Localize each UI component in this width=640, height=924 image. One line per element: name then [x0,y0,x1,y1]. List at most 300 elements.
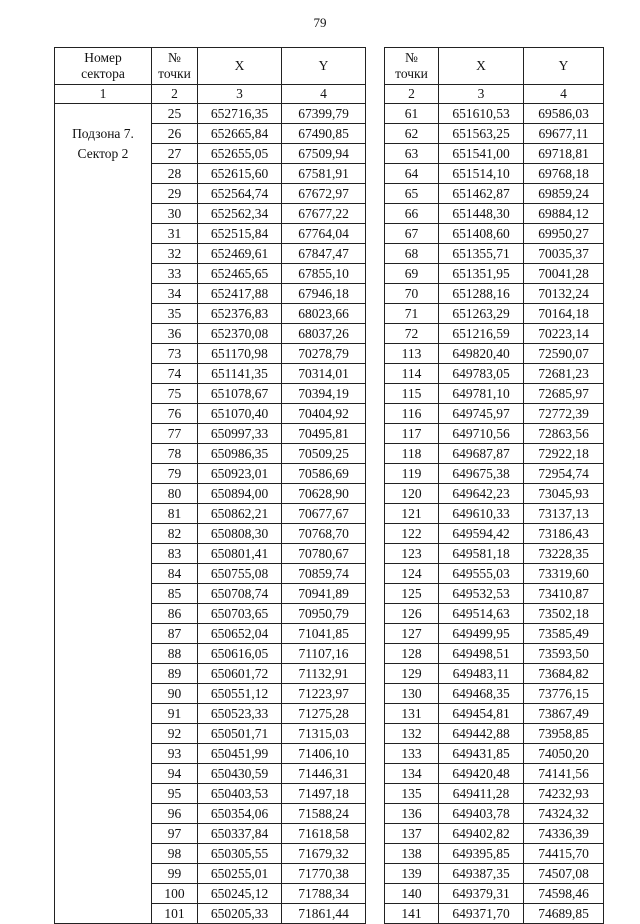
point-number-cell: 35 [152,304,198,324]
x-coordinate-cell: 650255,01 [198,864,282,884]
x-coordinate-cell: 652655,05 [198,144,282,164]
point-number-cell: 66 [385,204,439,224]
point-number-cell: 116 [385,404,439,424]
table-row [385,404,604,424]
y-coordinate-cell: 69768,18 [524,164,604,184]
point-number-cell: 27 [152,144,198,164]
y-coordinate-cell: 73045,93 [524,484,604,504]
y-coordinate-cell: 71679,32 [282,844,366,864]
x-coordinate-cell: 649442,88 [439,724,524,744]
table-row [385,384,604,404]
table-row [385,804,604,824]
x-coordinate-cell: 650601,72 [198,664,282,684]
header-point: № точки [385,48,439,85]
x-coordinate-cell: 649820,40 [439,344,524,364]
table-row [385,144,604,164]
table-row [385,284,604,304]
y-coordinate-cell: 74336,39 [524,824,604,844]
point-number-cell: 128 [385,644,439,664]
point-number-cell: 62 [385,124,439,144]
point-number-cell: 73 [152,344,198,364]
x-coordinate-cell: 649498,51 [439,644,524,664]
point-number-cell: 117 [385,424,439,444]
point-number-cell: 32 [152,244,198,264]
y-coordinate-cell: 70132,24 [524,284,604,304]
y-coordinate-cell: 73585,49 [524,624,604,644]
x-coordinate-cell: 650451,99 [198,744,282,764]
y-coordinate-cell: 69677,11 [524,124,604,144]
y-coordinate-cell: 70586,69 [282,464,366,484]
x-coordinate-cell: 650703,65 [198,604,282,624]
x-coordinate-cell: 652564,74 [198,184,282,204]
x-coordinate-cell: 650997,33 [198,424,282,444]
y-coordinate-cell: 70509,25 [282,444,366,464]
numbering-cell: 2 [385,85,439,104]
x-coordinate-cell: 651563,25 [439,124,524,144]
y-coordinate-cell: 74050,20 [524,744,604,764]
numbering-cell: 4 [282,85,366,104]
y-coordinate-cell: 70628,90 [282,484,366,504]
point-number-cell: 123 [385,544,439,564]
numbering-cell: 1 [55,85,152,104]
point-number-cell: 96 [152,804,198,824]
x-coordinate-cell: 651263,29 [439,304,524,324]
y-coordinate-cell: 69884,12 [524,204,604,224]
header-point: № точки [152,48,198,85]
y-coordinate-cell: 69718,81 [524,144,604,164]
point-number-cell: 74 [152,364,198,384]
x-coordinate-cell: 651462,87 [439,184,524,204]
x-coordinate-cell: 649710,56 [439,424,524,444]
x-coordinate-cell: 650523,33 [198,704,282,724]
numbering-row [385,85,604,104]
point-number-cell: 65 [385,184,439,204]
x-coordinate-cell: 649642,23 [439,484,524,504]
y-coordinate-cell: 71107,16 [282,644,366,664]
point-number-cell: 77 [152,424,198,444]
y-coordinate-cell: 70164,18 [524,304,604,324]
y-coordinate-cell: 74141,56 [524,764,604,784]
x-coordinate-cell: 650205,33 [198,904,282,924]
y-coordinate-cell: 74324,32 [524,804,604,824]
point-number-cell: 89 [152,664,198,684]
x-coordinate-cell: 651514,10 [439,164,524,184]
point-number-cell: 127 [385,624,439,644]
x-coordinate-cell: 652417,88 [198,284,282,304]
point-number-cell: 131 [385,704,439,724]
x-coordinate-cell: 649402,82 [439,824,524,844]
point-number-cell: 137 [385,824,439,844]
numbering-row [55,85,366,104]
point-number-cell: 97 [152,824,198,844]
x-coordinate-cell: 651216,59 [439,324,524,344]
y-coordinate-cell: 71788,34 [282,884,366,904]
y-coordinate-cell: 67672,97 [282,184,366,204]
x-coordinate-cell: 649411,28 [439,784,524,804]
point-number-cell: 31 [152,224,198,244]
numbering-cell: 3 [439,85,524,104]
x-coordinate-cell: 649454,81 [439,704,524,724]
table-row [385,764,604,784]
point-number-cell: 28 [152,164,198,184]
y-coordinate-cell: 74232,93 [524,784,604,804]
table-row [385,464,604,484]
x-coordinate-cell: 649610,33 [439,504,524,524]
y-coordinate-cell: 67581,91 [282,164,366,184]
y-coordinate-cell: 67847,47 [282,244,366,264]
x-coordinate-cell: 652469,61 [198,244,282,264]
point-number-cell: 98 [152,844,198,864]
y-coordinate-cell: 71861,44 [282,904,366,924]
y-coordinate-cell: 70950,79 [282,604,366,624]
point-number-cell: 81 [152,504,198,524]
point-number-cell: 64 [385,164,439,184]
point-number-cell: 78 [152,444,198,464]
y-coordinate-cell: 71041,85 [282,624,366,644]
header-x: X [439,48,524,85]
point-number-cell: 100 [152,884,198,904]
point-number-cell: 135 [385,784,439,804]
table-row [385,524,604,544]
point-number-cell: 125 [385,584,439,604]
table-row [385,444,604,464]
x-coordinate-cell: 650923,01 [198,464,282,484]
point-number-cell: 124 [385,564,439,584]
sector-label: Подзона 7. Сектор 2 [55,104,152,924]
numbering-cell: 3 [198,85,282,104]
point-number-cell: 140 [385,884,439,904]
y-coordinate-cell: 70041,28 [524,264,604,284]
x-coordinate-cell: 649781,10 [439,384,524,404]
y-coordinate-cell: 72681,23 [524,364,604,384]
y-coordinate-cell: 69859,24 [524,184,604,204]
point-number-cell: 79 [152,464,198,484]
point-number-cell: 121 [385,504,439,524]
table-row [385,424,604,444]
y-coordinate-cell: 72922,18 [524,444,604,464]
point-number-cell: 90 [152,684,198,704]
point-number-cell: 67 [385,224,439,244]
point-number-cell: 91 [152,704,198,724]
x-coordinate-cell: 649371,70 [439,904,524,924]
x-coordinate-cell: 650354,06 [198,804,282,824]
table-row [385,684,604,704]
x-coordinate-cell: 652716,35 [198,104,282,124]
point-number-cell: 36 [152,324,198,344]
point-number-cell: 30 [152,204,198,224]
y-coordinate-cell: 69586,03 [524,104,604,124]
x-coordinate-cell: 649745,97 [439,404,524,424]
x-coordinate-cell: 650616,05 [198,644,282,664]
x-coordinate-cell: 649387,35 [439,864,524,884]
header-y: Y [524,48,604,85]
table-row [385,624,604,644]
x-coordinate-cell: 651288,16 [439,284,524,304]
y-coordinate-cell: 71406,10 [282,744,366,764]
point-number-cell: 136 [385,804,439,824]
point-number-cell: 93 [152,744,198,764]
y-coordinate-cell: 70677,67 [282,504,366,524]
x-coordinate-cell: 651170,98 [198,344,282,364]
x-coordinate-cell: 650430,59 [198,764,282,784]
y-coordinate-cell: 71446,31 [282,764,366,784]
y-coordinate-cell: 68023,66 [282,304,366,324]
y-coordinate-cell: 71132,91 [282,664,366,684]
point-number-cell: 119 [385,464,439,484]
point-number-cell: 133 [385,744,439,764]
y-coordinate-cell: 72772,39 [524,404,604,424]
header-row [385,48,604,85]
point-number-cell: 99 [152,864,198,884]
point-number-cell: 69 [385,264,439,284]
table-row [385,484,604,504]
y-coordinate-cell: 70780,67 [282,544,366,564]
point-number-cell: 88 [152,644,198,664]
y-coordinate-cell: 67677,22 [282,204,366,224]
page-number: 79 [313,15,327,30]
x-coordinate-cell: 650862,21 [198,504,282,524]
y-coordinate-cell: 72954,74 [524,464,604,484]
x-coordinate-cell: 652562,34 [198,204,282,224]
y-coordinate-cell: 70495,81 [282,424,366,444]
x-coordinate-cell: 651351,95 [439,264,524,284]
point-number-cell: 134 [385,764,439,784]
y-coordinate-cell: 70314,01 [282,364,366,384]
x-coordinate-cell: 651141,35 [198,364,282,384]
point-number-cell: 76 [152,404,198,424]
y-coordinate-cell: 74507,08 [524,864,604,884]
y-coordinate-cell: 70394,19 [282,384,366,404]
x-coordinate-cell: 649468,35 [439,684,524,704]
table-row [385,864,604,884]
header-sector: Номер сектора [55,48,152,85]
table-row [385,664,604,684]
y-coordinate-cell: 70859,74 [282,564,366,584]
table-row [385,124,604,144]
point-number-cell: 118 [385,444,439,464]
x-coordinate-cell: 649395,85 [439,844,524,864]
table-row [385,824,604,844]
point-number-cell: 86 [152,604,198,624]
header-row [55,48,366,85]
header-y: Y [282,48,366,85]
x-coordinate-cell: 652515,84 [198,224,282,244]
point-number-cell: 72 [385,324,439,344]
y-coordinate-cell: 73228,35 [524,544,604,564]
point-number-cell: 29 [152,184,198,204]
x-coordinate-cell: 649594,42 [439,524,524,544]
table-row [385,544,604,564]
x-coordinate-cell: 650894,00 [198,484,282,504]
x-coordinate-cell: 650708,74 [198,584,282,604]
x-coordinate-cell: 649514,63 [439,604,524,624]
y-coordinate-cell: 74415,70 [524,844,604,864]
table-row [385,784,604,804]
x-coordinate-cell: 649555,03 [439,564,524,584]
x-coordinate-cell: 650305,55 [198,844,282,864]
point-number-cell: 113 [385,344,439,364]
point-number-cell: 61 [385,104,439,124]
y-coordinate-cell: 70404,92 [282,404,366,424]
point-number-cell: 33 [152,264,198,284]
point-number-cell: 129 [385,664,439,684]
point-number-cell: 82 [152,524,198,544]
y-coordinate-cell: 73186,43 [524,524,604,544]
point-number-cell: 84 [152,564,198,584]
numbering-cell: 2 [152,85,198,104]
x-coordinate-cell: 652665,84 [198,124,282,144]
y-coordinate-cell: 73319,60 [524,564,604,584]
table-row [385,224,604,244]
table-row [385,744,604,764]
table-row [385,264,604,284]
table-row [385,844,604,864]
y-coordinate-cell: 68037,26 [282,324,366,344]
table-row [385,704,604,724]
y-coordinate-cell: 73593,50 [524,644,604,664]
point-number-cell: 25 [152,104,198,124]
x-coordinate-cell: 649379,31 [439,884,524,904]
point-number-cell: 80 [152,484,198,504]
point-number-cell: 83 [152,544,198,564]
table-row [385,164,604,184]
x-coordinate-cell: 649675,38 [439,464,524,484]
y-coordinate-cell: 70223,14 [524,324,604,344]
table-row [385,244,604,264]
x-coordinate-cell: 650755,08 [198,564,282,584]
x-coordinate-cell: 650501,71 [198,724,282,744]
x-coordinate-cell: 650337,84 [198,824,282,844]
point-number-cell: 130 [385,684,439,704]
table-row [385,904,604,924]
y-coordinate-cell: 71315,03 [282,724,366,744]
table-row [385,724,604,744]
x-coordinate-cell: 649499,95 [439,624,524,644]
x-coordinate-cell: 651541,00 [439,144,524,164]
x-coordinate-cell: 652376,83 [198,304,282,324]
point-number-cell: 85 [152,584,198,604]
point-number-cell: 26 [152,124,198,144]
y-coordinate-cell: 71223,97 [282,684,366,704]
y-coordinate-cell: 74689,85 [524,904,604,924]
y-coordinate-cell: 73958,85 [524,724,604,744]
numbering-cell: 4 [524,85,604,104]
y-coordinate-cell: 67509,94 [282,144,366,164]
point-number-cell: 122 [385,524,439,544]
x-coordinate-cell: 649532,53 [439,584,524,604]
x-coordinate-cell: 649783,05 [439,364,524,384]
header-x: X [198,48,282,85]
table-row [385,104,604,124]
y-coordinate-cell: 71618,58 [282,824,366,844]
point-number-cell: 120 [385,484,439,504]
y-coordinate-cell: 72863,56 [524,424,604,444]
table-row [385,344,604,364]
point-number-cell: 126 [385,604,439,624]
point-number-cell: 63 [385,144,439,164]
table-row [385,184,604,204]
point-number-cell: 92 [152,724,198,744]
y-coordinate-cell: 71497,18 [282,784,366,804]
table-row [385,604,604,624]
x-coordinate-cell: 651448,30 [439,204,524,224]
y-coordinate-cell: 73684,82 [524,664,604,684]
table-row [385,364,604,384]
x-coordinate-cell: 651070,40 [198,404,282,424]
x-coordinate-cell: 651355,71 [439,244,524,264]
y-coordinate-cell: 73410,87 [524,584,604,604]
y-coordinate-cell: 70035,37 [524,244,604,264]
point-number-cell: 114 [385,364,439,384]
point-number-cell: 95 [152,784,198,804]
y-coordinate-cell: 74598,46 [524,884,604,904]
point-number-cell: 141 [385,904,439,924]
y-coordinate-cell: 67946,18 [282,284,366,304]
x-coordinate-cell: 651408,60 [439,224,524,244]
y-coordinate-cell: 70278,79 [282,344,366,364]
point-number-cell: 68 [385,244,439,264]
table-row [385,324,604,344]
y-coordinate-cell: 73867,49 [524,704,604,724]
x-coordinate-cell: 650652,04 [198,624,282,644]
point-number-cell: 115 [385,384,439,404]
y-coordinate-cell: 70941,89 [282,584,366,604]
point-number-cell: 132 [385,724,439,744]
x-coordinate-cell: 652465,65 [198,264,282,284]
y-coordinate-cell: 71275,28 [282,704,366,724]
point-number-cell: 101 [152,904,198,924]
y-coordinate-cell: 73502,18 [524,604,604,624]
x-coordinate-cell: 650245,12 [198,884,282,904]
x-coordinate-cell: 650403,53 [198,784,282,804]
x-coordinate-cell: 649431,85 [439,744,524,764]
y-coordinate-cell: 67855,10 [282,264,366,284]
y-coordinate-cell: 71770,38 [282,864,366,884]
x-coordinate-cell: 649420,48 [439,764,524,784]
x-coordinate-cell: 650801,41 [198,544,282,564]
table-row [385,644,604,664]
point-number-cell: 34 [152,284,198,304]
y-coordinate-cell: 71588,24 [282,804,366,824]
y-coordinate-cell: 67399,79 [282,104,366,124]
x-coordinate-cell: 649483,11 [439,664,524,684]
x-coordinate-cell: 651610,53 [439,104,524,124]
y-coordinate-cell: 73776,15 [524,684,604,704]
point-number-cell: 75 [152,384,198,404]
x-coordinate-cell: 650986,35 [198,444,282,464]
x-coordinate-cell: 649403,78 [439,804,524,824]
point-number-cell: 139 [385,864,439,884]
y-coordinate-cell: 67764,04 [282,224,366,244]
y-coordinate-cell: 72590,07 [524,344,604,364]
coordinates-table-left [54,47,366,924]
table-row [385,204,604,224]
coordinates-table-right [384,47,604,924]
x-coordinate-cell: 651078,67 [198,384,282,404]
point-number-cell: 94 [152,764,198,784]
table-row [385,884,604,904]
y-coordinate-cell: 70768,70 [282,524,366,544]
table-row [55,104,366,124]
x-coordinate-cell: 652615,60 [198,164,282,184]
table-row [385,504,604,524]
table-row [385,304,604,324]
point-number-cell: 138 [385,844,439,864]
y-coordinate-cell: 73137,13 [524,504,604,524]
point-number-cell: 70 [385,284,439,304]
x-coordinate-cell: 649687,87 [439,444,524,464]
x-coordinate-cell: 650808,30 [198,524,282,544]
